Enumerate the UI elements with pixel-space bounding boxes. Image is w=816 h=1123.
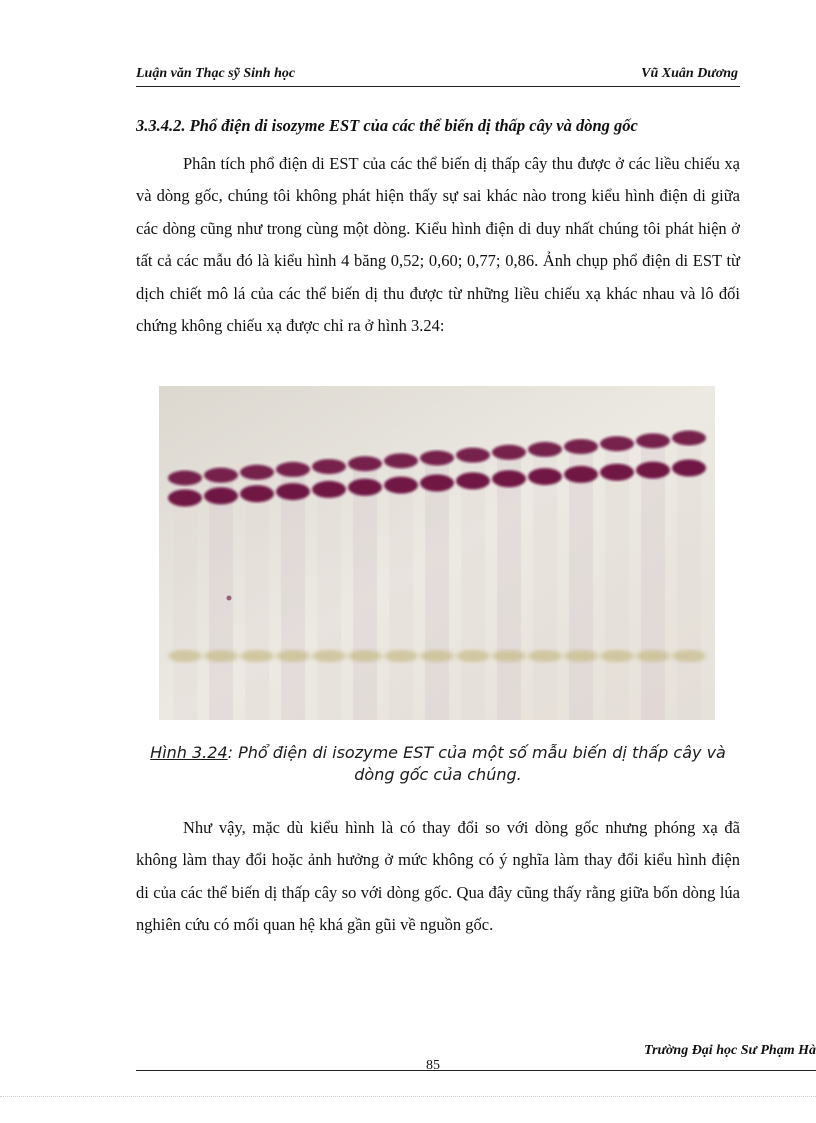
gel-lane (353, 464, 377, 720)
gel-band (312, 481, 346, 498)
gel-lane (569, 447, 593, 720)
figure-caption-text: : Phổ điện di isozyme EST của một số mẫu biến dị thấp cây và dòng gốc của chúng. (227, 743, 726, 784)
footer-school-name: Trường Đại học Sư Phạm Hà (644, 1043, 816, 1058)
gel-lane (389, 461, 413, 720)
gel-band (636, 462, 670, 479)
running-header-left: Luận văn Thạc sỹ Sinh học (136, 66, 296, 81)
gel-lane (677, 438, 701, 720)
gel-lane (497, 452, 521, 720)
gel-band (600, 436, 634, 451)
figure-caption-label: Hình 3.24 (150, 743, 228, 762)
gel-band (348, 479, 382, 496)
gel-lower-band (240, 650, 274, 662)
page-number: 85 (426, 1058, 440, 1073)
section-heading: 3.3.4.2. Phổ điện di isozyme EST của các thể biến dị thấp cây và dòng gốc (136, 116, 638, 135)
gel-band (456, 472, 490, 489)
gel-band (204, 487, 238, 504)
gel-lane (281, 469, 305, 720)
gel-lower-band (528, 650, 562, 662)
gel-lower-band (672, 650, 706, 662)
gel-lane (641, 441, 665, 720)
gel-lower-band (492, 650, 526, 662)
gel-band (564, 466, 598, 483)
bottom-dotted-rule (0, 1096, 816, 1097)
gel-lower-band (420, 650, 454, 662)
gel-lane (425, 458, 449, 720)
gel-lane (605, 444, 629, 720)
gel-band (492, 470, 526, 487)
gel-band (528, 468, 562, 485)
gel-lower-band (312, 650, 346, 662)
gel-band (636, 433, 670, 448)
gel-lane (245, 472, 269, 720)
gel-lane (533, 449, 557, 720)
gel-band (528, 442, 562, 457)
header-divider (136, 86, 740, 87)
paragraph-conclusion: Như vậy, mặc dù kiểu hình là có thay đổi so với dòng gốc nhưng phóng xạ đã không làm thay đổi hoặc ảnh hưởng ở mức không có ý nghĩa làm thay đổi kiểu hình điện di của các thể biến dị thấp cây so với dòng gốc. Qua đây cũng thấy rằng giữa bốn dòng lúa nghiên cứu có mối quan hệ khá gần gũi về nguồn gốc. (136, 818, 740, 935)
gel-lane (461, 455, 485, 720)
paragraph-intro: Phân tích phổ điện di EST của các thể biến dị thấp cây thu được ở các liều chiếu xạ và dòng gốc, chúng tôi không phát hiện thấy sự sai khác nào trong kiểu hình điện di giữa các dòng cũng như trong cùng một dòng. Kiểu hình điện di duy nhất chúng tôi phát hiện ở tất cả các mẫu đó là kiểu hình 4 băng 0,52; 0,60; 0,77; 0,86. Ảnh chụp phổ điện di EST từ dịch chiết mô lá của các thể biến dị thu được từ những liều chiếu xạ khác nhau và lô đối chứng không chiếu xạ được chỉ ra ở hình 3.24: (136, 154, 740, 336)
gel-band (420, 475, 454, 492)
gel-band (204, 468, 238, 483)
gel-band (240, 485, 274, 502)
gel-lower-band (384, 650, 418, 662)
gel-lower-band (276, 650, 310, 662)
gel-lower-band (600, 650, 634, 662)
gel-band (564, 439, 598, 454)
gel-band (348, 456, 382, 471)
gel-band (420, 451, 454, 466)
footer-divider (136, 1070, 816, 1071)
gel-band (276, 483, 310, 500)
gel-band (312, 459, 346, 474)
running-header-right: Vũ Xuân Dương (641, 66, 738, 81)
gel-lower-band (456, 650, 490, 662)
gel-lower-band (564, 650, 598, 662)
gel-band (600, 464, 634, 481)
gel-band (240, 465, 274, 480)
gel-lane (317, 467, 341, 720)
gel-lower-band (636, 650, 670, 662)
electrophoresis-gel-photo (159, 386, 715, 720)
gel-band (276, 462, 310, 477)
gel-speck (227, 596, 232, 601)
gel-band (672, 460, 706, 477)
gel-lower-band (348, 650, 382, 662)
figure-caption (136, 742, 740, 786)
gel-band (168, 471, 202, 486)
gel-band (168, 490, 202, 507)
gel-lower-band (204, 650, 238, 662)
gel-band (384, 453, 418, 468)
gel-band (672, 431, 706, 446)
gel-lane (173, 478, 197, 720)
gel-band (384, 477, 418, 494)
gel-band (456, 448, 490, 463)
gel-band (492, 445, 526, 460)
gel-lower-band (168, 650, 202, 662)
